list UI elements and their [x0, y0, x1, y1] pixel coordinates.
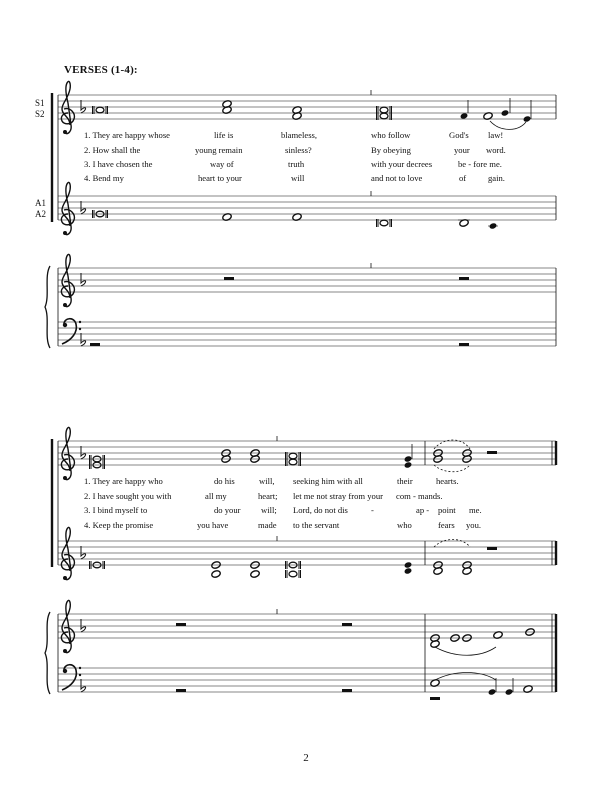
lyric-s2-v3-4: Lord, do not dis [293, 505, 348, 515]
lyric-s1-v4-3: will [291, 173, 305, 183]
lyric-s2-v2-4: let me not stray from your [293, 491, 383, 501]
staff-piano-rh-s1 [58, 268, 556, 292]
flat-icon [81, 201, 86, 214]
lyric-s1-v4-1: 4. Bend my [84, 173, 124, 183]
page-number: 2 [303, 752, 309, 764]
lyric-s1-v1-5: God's [449, 130, 469, 140]
lyric-s1-v3-3: truth [288, 159, 305, 169]
flat-icon [81, 546, 86, 559]
lyric-s1-v3-5: be - fore me. [458, 159, 502, 169]
lyric-s2-v3-5: - [371, 505, 374, 515]
lyric-s1-v2-1: 2. How shall the [84, 145, 141, 155]
staff-lines [58, 95, 556, 692]
lyric-s2-v4-5: who [397, 520, 412, 530]
lyric-s2-v1-2: do his [214, 476, 235, 486]
lyric-s2-v4-3: made [258, 520, 277, 530]
lyric-s2-v4-4: to the servant [293, 520, 340, 530]
lyric-s2-v3-2: do your [214, 505, 241, 515]
lyric-s1-v4-4: and not to love [371, 173, 423, 183]
staff-lower-s2 [58, 541, 556, 565]
treble-clef-icon [61, 81, 74, 134]
lyric-s1-v3-1: 3. I have chosen the [84, 159, 153, 169]
treble-clef-icon [61, 600, 74, 653]
lyric-s2-v2-5: com - mands. [396, 491, 443, 501]
lyric-s1-v4-6: gain. [488, 173, 505, 183]
treble-clef-icon [61, 527, 74, 580]
lyric-s1-v2-6: word. [486, 145, 506, 155]
flat-icon [81, 446, 86, 459]
staff-upper-s1 [58, 95, 556, 119]
lyric-s1-v2-4: By obeying [371, 145, 411, 155]
staff-piano-lh-s1 [58, 322, 556, 346]
lyric-s1-v1-6: law! [488, 130, 504, 140]
notes-system1 [90, 98, 531, 346]
staff-upper-s2 [58, 441, 556, 465]
barlines-and-brackets [45, 90, 556, 694]
lyric-s2-v1-3: will, [259, 476, 275, 486]
lyric-s2-v1-5: their [397, 476, 413, 486]
lyric-s2-v3-1: 3. I bind myself to [84, 505, 148, 515]
key-signatures [81, 100, 86, 692]
section-heading: VERSES (1-4): [64, 64, 138, 76]
lyric-s2-v2-1: 2. I have sought you with [84, 491, 172, 501]
voice-label-s1: S1 [35, 98, 45, 108]
staff-lower-s1 [58, 196, 556, 220]
flat-icon [81, 333, 86, 346]
voice-label-a2: A2 [35, 209, 46, 219]
notes-system2 [90, 440, 536, 700]
voice-label-a1: A1 [35, 198, 46, 208]
lyric-s1-v3-4: with your decrees [371, 159, 433, 169]
lyric-s1-v2-2: young remain [195, 145, 243, 155]
lyric-s2-v3-6: ap - [416, 505, 430, 515]
lyric-s1-v2-3: sinless? [285, 145, 312, 155]
treble-clef-icon [61, 254, 74, 307]
flat-icon [81, 273, 86, 286]
lyric-s1-v1-2: life is [214, 130, 234, 140]
lyric-s1-v1-3: blameless, [281, 130, 318, 140]
lyric-s2-v2-2: all my [205, 491, 227, 501]
flat-icon [81, 619, 86, 632]
lyric-s2-v4-6: fears [438, 520, 455, 530]
lyric-s1-v1-1: 1. They are happy whose [84, 130, 170, 140]
voice-label-s2: S2 [35, 109, 45, 119]
lyric-s2-v3-8: me. [469, 505, 482, 515]
lyric-s1-v3-2: way of [210, 159, 234, 169]
lyric-s1-v4-2: heart to your [198, 173, 242, 183]
lyric-s2-v1-4: seeking him with all [293, 476, 363, 486]
lyric-s1-v4-5: of [459, 173, 467, 183]
treble-clef-icon [61, 182, 74, 235]
clefs [61, 81, 81, 690]
lyric-s2-v3-3: will; [261, 505, 277, 515]
lyric-s2-v4-7: you. [466, 520, 482, 530]
lyric-s2-v4-2: you have [197, 520, 229, 530]
staff-piano-lh-s2 [58, 668, 556, 692]
treble-clef-icon [61, 427, 74, 480]
staff-piano-rh-s2 [58, 614, 556, 638]
lyric-s1-v1-4: who follow [371, 130, 411, 140]
flat-icon [81, 100, 86, 113]
flat-icon [81, 679, 86, 692]
lyric-s2-v2-3: heart; [258, 491, 278, 501]
lyric-s2-v4-1: 4. Keep the promise [84, 520, 154, 530]
lyric-s2-v1-6: hearts. [436, 476, 459, 486]
lyric-s1-v2-5: your [454, 145, 470, 155]
lyric-s2-v1-1: 1. They are happy who [84, 476, 163, 486]
lyric-s2-v3-7: point [438, 505, 456, 515]
